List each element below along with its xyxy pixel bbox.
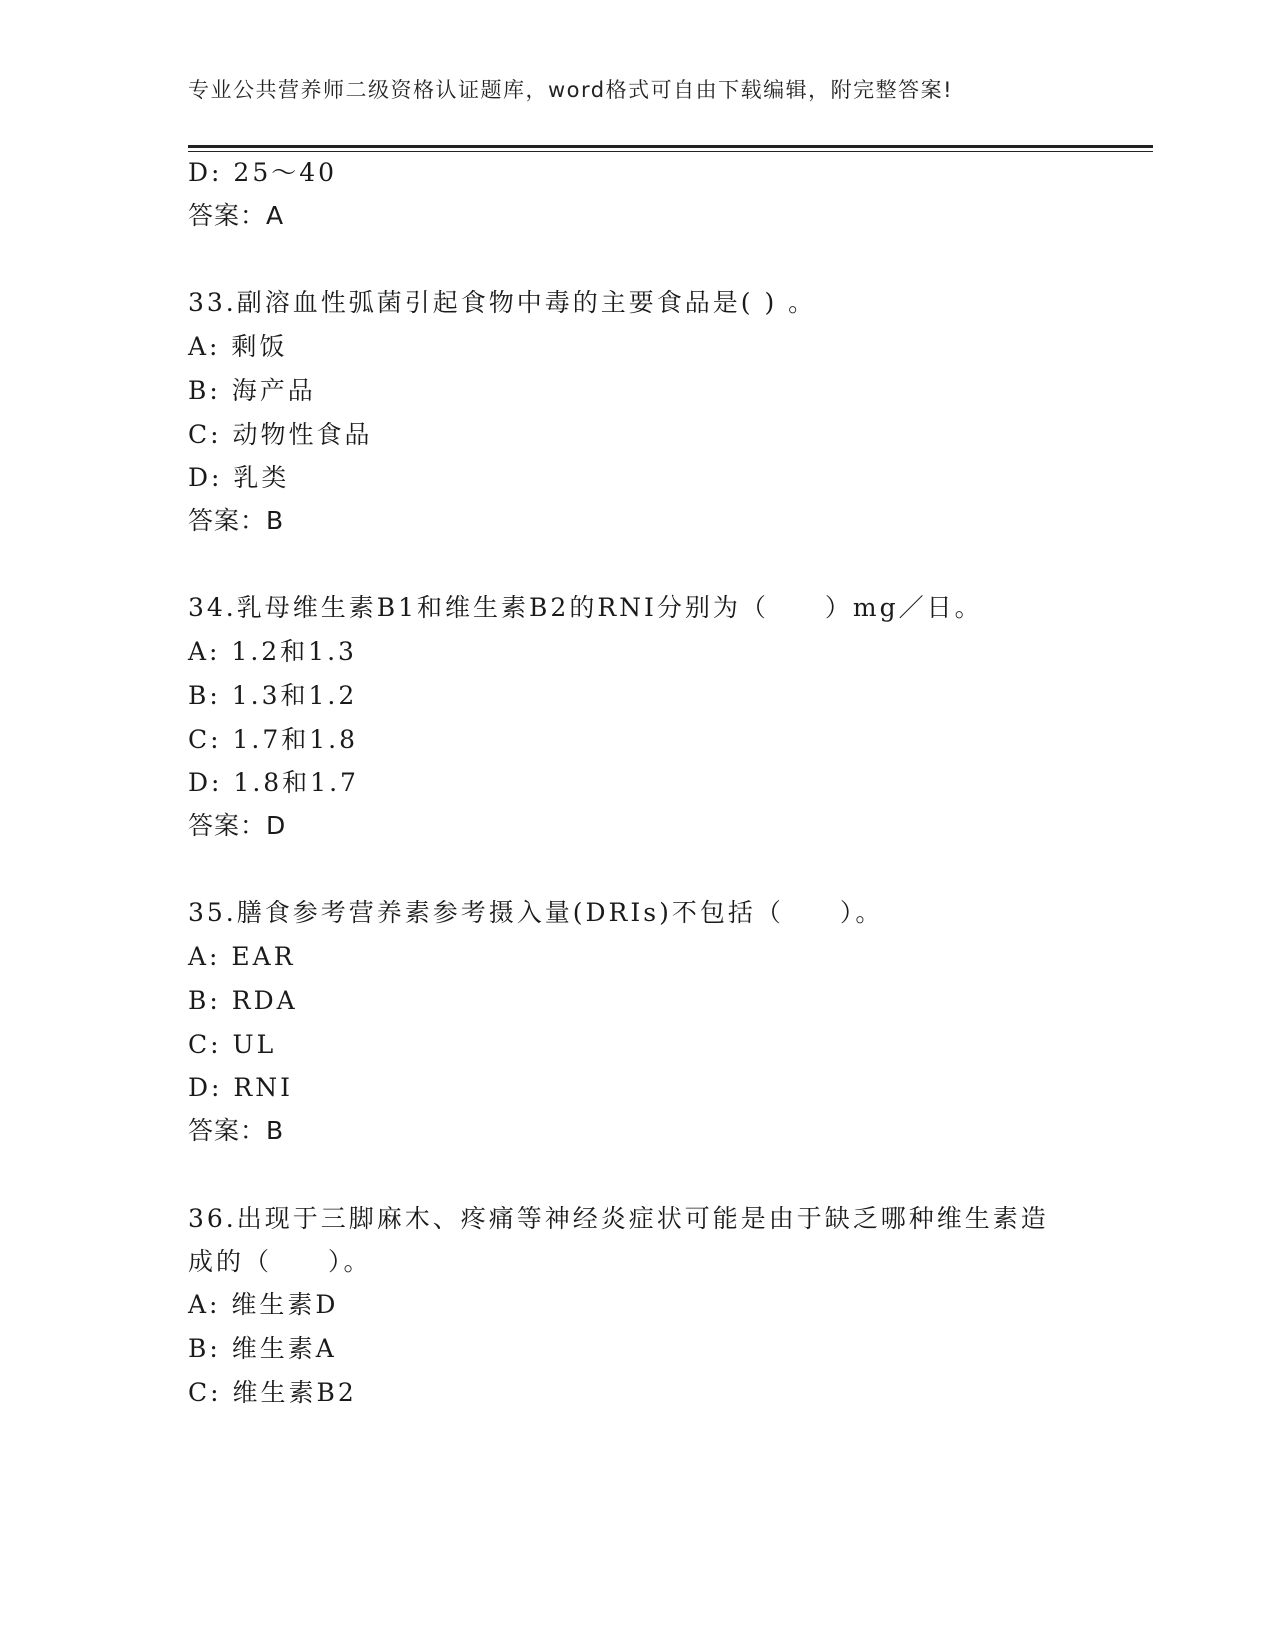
option-a: A: 1.2和1.3 xyxy=(188,637,357,666)
question-34: 34.乳母维生素B1和维生素B2的RNI分别为（ ）mg／日。 xyxy=(188,593,983,622)
header-divider-thick xyxy=(188,145,1153,148)
option-c: C: UL xyxy=(188,1030,277,1059)
answer: 答案：D xyxy=(188,811,287,840)
option-b: B: 海产品 xyxy=(188,376,316,405)
option-d: D: 1.8和1.7 xyxy=(188,768,359,797)
option-a: A: EAR xyxy=(188,942,296,971)
question-36-line-2: 成的（ ）。 xyxy=(188,1247,372,1276)
question-33: 33.副溶血性弧菌引起食物中毒的主要食品是( ) 。 xyxy=(188,288,817,317)
option-c: C: 动物性食品 xyxy=(188,420,373,449)
option-b: B: 1.3和1.2 xyxy=(188,681,358,710)
question-36-line-1: 36.出现于三脚麻木、疼痛等神经炎症状可能是由于缺乏哪种维生素造 xyxy=(188,1204,1049,1233)
question-35: 35.膳食参考营养素参考摄入量(DRIs)不包括（ ）。 xyxy=(188,898,884,927)
option-c: C: 1.7和1.8 xyxy=(188,725,359,754)
option-d: D: 25～40 xyxy=(188,158,338,187)
option-d: D: RNI xyxy=(188,1073,293,1102)
header-divider-thin xyxy=(188,151,1153,152)
answer: 答案：A xyxy=(188,201,285,230)
page-header: 专业公共营养师二级资格认证题库，word格式可自由下载编辑，附完整答案! xyxy=(188,78,954,102)
option-b: B: 维生素A xyxy=(188,1334,337,1363)
option-d: D: 乳类 xyxy=(188,463,290,492)
option-b: B: RDA xyxy=(188,986,298,1015)
answer: 答案：B xyxy=(188,506,285,535)
answer: 答案：B xyxy=(188,1116,285,1145)
option-a: A: 剩饭 xyxy=(188,332,288,361)
option-c: C: 维生素B2 xyxy=(188,1378,357,1407)
option-a: A: 维生素D xyxy=(188,1290,339,1319)
